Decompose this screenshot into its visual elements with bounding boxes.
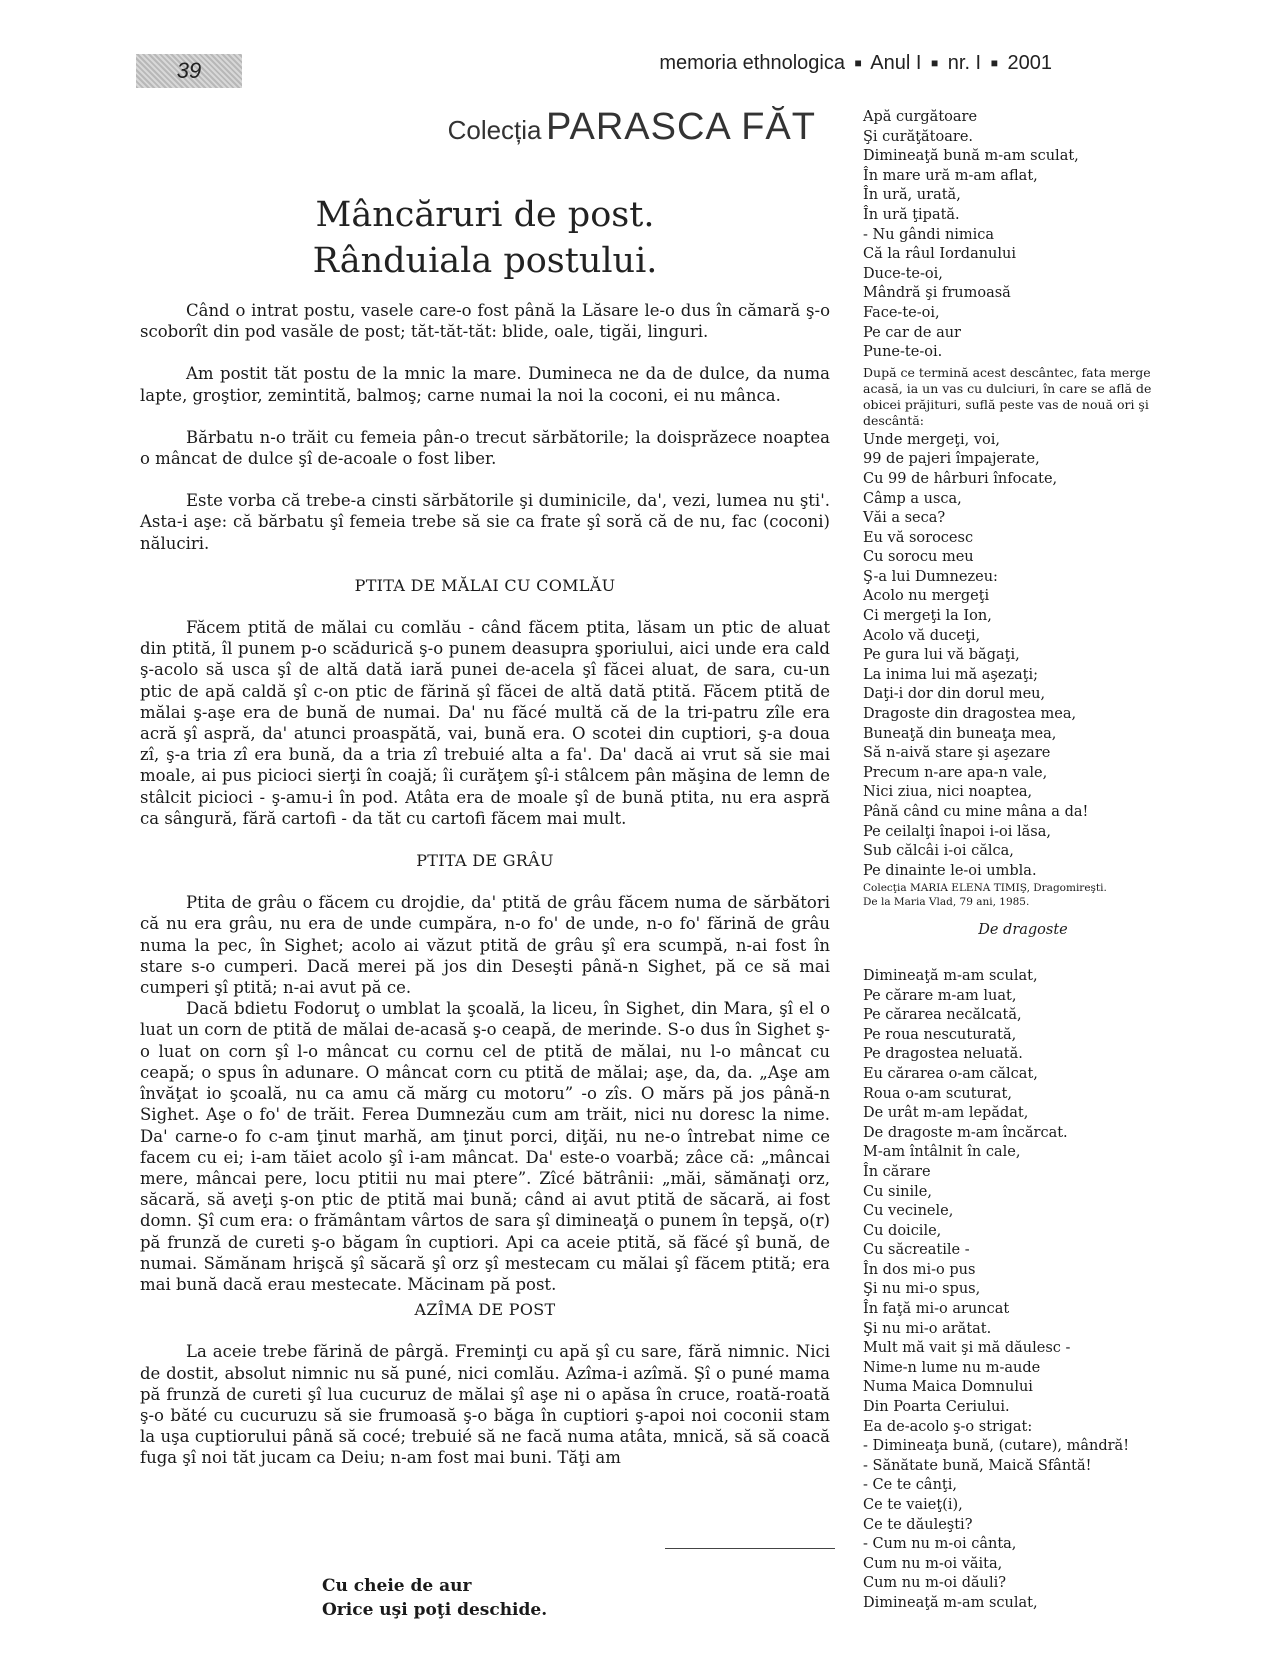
running-header — [659, 52, 1052, 75]
verse-line: Cum nu m-oi dăuli? — [863, 1575, 1007, 1592]
verse-line: 99 de pajeri împajerate, — [863, 451, 1040, 468]
verse-line: În mare ură m-am aflat, — [863, 167, 1038, 184]
right-column-poems — [863, 108, 1183, 1614]
verse-line: - Nu gândi nimica — [863, 226, 995, 243]
collection-name: PARASCA FĂT — [545, 106, 816, 148]
verse-line: Şi nu mi-o spus, — [863, 1281, 981, 1298]
verse-line: Pe dinainte le-oi umbla. — [863, 862, 1037, 879]
verse-line: Roua o-am scuturat, — [863, 1085, 1012, 1102]
intro-paragraph: Bărbatu n-o trăit cu femeia pân-o trecut sărbătorile; la doisprăzece noaptea o mâncat de dulce şî de-acoale o fost liber. — [140, 427, 830, 469]
journal-name: memoria ethnologica — [659, 52, 845, 74]
intro-paragraph: Este vorba că trebe-a cinsti sărbătorile şi duminicile, da', vezi, lumea nu şti'. Asta-i aşe: că bărbatu şî femeia trebe să sie ca frate şî soră că de nu, fac (coconi) năluciri. — [140, 491, 830, 553]
verse-line: - Sănătate bună, Maică Sfântă! — [863, 1457, 1092, 1474]
verse-line: Pe cărare m-am luat, — [863, 987, 1017, 1004]
verse-line: Pe gura lui vă băgaţi, — [863, 647, 1020, 664]
verse-line: Sub călcâi i-oi călca, — [863, 843, 1014, 860]
separator-icon: ■ — [990, 56, 998, 70]
verse-line: Pe roua nescuturată, — [863, 1026, 1017, 1043]
verse-line: Ş-a lui Dumnezeu: — [863, 568, 998, 585]
title-line-1: Mâncăruri de post. — [315, 195, 655, 235]
intro-paragraph: Am postit tăt postu de la mnic la mare. Dumineca ne da de dulce, da numa lapte, groştior, zemintită, balmoş; carne numai la noi la coconi, ei nu mânca. — [140, 364, 830, 405]
verse-line: Cum nu m-oi văita, — [863, 1555, 1003, 1572]
divider-rule — [665, 1548, 835, 1549]
separator-icon: ■ — [930, 56, 939, 70]
verse-line: Cu sinile, — [863, 1183, 932, 1200]
verse-line: Nime-n lume nu m-aude — [863, 1359, 1041, 1376]
verse-line: În cărare — [863, 1163, 931, 1180]
verse-line: În ură, urată, — [863, 187, 961, 204]
article-body — [140, 300, 830, 1469]
page-number: 39 — [136, 54, 242, 88]
verse-line: Dimineaţă bună m-am sculat, — [863, 148, 1079, 165]
proverb — [322, 1574, 547, 1622]
collection-title — [448, 106, 816, 149]
verse-line: Pe car de aur — [863, 324, 961, 341]
verse-line: Daţi-i dor din dorul meu, — [863, 686, 1046, 703]
verse-line: - Ce te cânţi, — [863, 1477, 957, 1494]
verse-line: Până când cu mine mâna a da! — [863, 804, 1089, 820]
verse-line: Din Poarta Ceriului. — [863, 1399, 1010, 1416]
verse-line: Unde mergeţi, voi, — [863, 431, 1001, 448]
verse-line: În ură ţipată. — [863, 206, 960, 223]
year-label: Anul I — [870, 52, 922, 74]
verse-line: În dos mi-o pus — [863, 1261, 976, 1278]
verse-line: Pe dragostea neluată. — [863, 1046, 1023, 1063]
verse-line: Nici ziua, nici noaptea, — [863, 784, 1033, 801]
verse-line: Ce te vaieţ(i), — [863, 1497, 963, 1513]
verse-line: La inima lui mă aşezaţi; — [863, 666, 1039, 683]
proverb-line-2: Orice uşi poţi deschide. — [322, 1600, 548, 1620]
incantation-lines-b — [863, 431, 1183, 882]
verse-line: Şi curăţătoare. — [863, 128, 974, 145]
poem-lines — [863, 967, 1183, 1614]
verse-line: Eu cărarea o-am călcat, — [863, 1065, 1038, 1082]
verse-line: Ce te dăuleşti? — [863, 1516, 973, 1533]
section-heading: PTITA DE MĂLAI CU COMLĂU — [354, 575, 616, 595]
incantation-lines-a — [863, 108, 1183, 363]
verse-line: Cu doicile, — [863, 1222, 942, 1239]
verse-line: Pe ceilalţi înapoi i-oi lăsa, — [863, 823, 1051, 840]
verse-line: Câmp a usca, — [863, 490, 962, 507]
verse-line: Numa Maica Domnului — [863, 1379, 1033, 1396]
section-paragraph: Dacă bdietu Fodoruţ o umblat la şcoală, la liceu, în Sighet, din Mara, şî el o luat un corn de ptită de mălai de-acasă ş-o ceapă, de merinde. S-o dus în Sighet ş-o luat on corn şî l-o mâncat cu cornu cel de ptită de mălai, nu l-o mâncat cu ceapă; o spus în adunare. O mâncat corn cu ptită de mălai; aşe, da, da. „Aşe am învăţat io şcoală, nu ca amu că mărg cu motoru” -o zîs. O mărs pă jos până-n Sighet. Aşe o fo' de trăit. Ferea Dumnezău cum am trăit, nici nu doresc la nime. Da' carne-o fo c-am ţinut marhă, am ţinut porci, diţăi, nu ne-o întrebat nime ce facem cu ei; i-am tăiet acolo şî i-am mâncat. Da' este-o voarbă; zâce că: „mâncai mere, mâncai pere, locu ptitii nu mai ptere”. Zîcé bătrânii: „măi, sămănaţi orz, săcară, să aveţi ş-on ptic de ptită mai bună; când ai avut ptită de săcară, ai fost domn. Şî cum era: o frământam vârtos de sara şî dimineaţă o punem în tepşă, o(r) pă frunză de cureti ş-o băgam în cuptiori. Api ca aceie ptită, să făcé şî bună, de numai. Sămănam hrişcă şî săcară şî orz şî mestecam cu mălai şî făcem ptită; era mai bună dacă erau mestecate. Măcinam pă post. — [140, 999, 830, 1294]
verse-line: Dimineaţă m-am sculat, — [863, 1594, 1038, 1611]
section-paragraph: Făcem ptită de mălai cu comlău - când făcem ptita, lăsam un ptic de aluat din ptită, îl punem p-o scădurică ş-o punem deasupra şporiului, aici unde era cald ş-acolo să usca şî de altă dată iară punei de-acela şî făcei aluat, de sara, cu-un ptic de apă caldă şî c-on ptic de fărină şî făcei de altă dată ptită. Făcem ptită de mălai ş-aşe era de bună de numai. Da' nu făcé multă că de la tri-patru zîle era acră şî aspră, da' atunci proaspătă, vai, bună era. O scotei din cuptiori, ş-a doua zî, ş-a tria zî era bună, da a tria zî trebuié alta a fa'. Da' dacă ai vrut să sie mai moale, ai pus picioci sierţi în coajă; îi curăţem şî-i stâlcem pân măşina de lemn de stâlcit picioci - ş-amu-i în pod. Atâta era de moale şî de bună ptita, nu era aspră ca sângură, fără cartofi - da tăt cu cartofi făcem mai mult. — [140, 618, 830, 828]
verse-line: Acolo nu mergeţi — [863, 588, 990, 605]
verse-line: Să n-aivă stare şi aşezare — [863, 745, 1051, 762]
verse-line: Cu sorocu meu — [863, 549, 974, 566]
verse-line: Pune-te-oi. — [863, 344, 943, 361]
verse-line: În faţă mi-o aruncat — [863, 1301, 1010, 1318]
article-title — [140, 192, 830, 284]
incantation-note: După ce termină acest descântec, fata merge acasă, ia un vas cu dulciuri, în care se află de obicei prăjituri, suflă peste vas de nouă ori şi descântă: — [863, 364, 1152, 428]
verse-line: Pe cărarea necălcată, — [863, 1007, 1022, 1024]
verse-line: Ea de-acolo ş-o strigat: — [863, 1418, 1033, 1435]
verse-line: Şi nu mi-o arătat. — [863, 1320, 992, 1337]
verse-line: Apă curgătoare — [863, 109, 978, 125]
proverb-line-1: Cu cheie de aur — [322, 1576, 472, 1596]
credit-line-2: De la Maria Vlad, 79 ani, 1985. — [863, 896, 1030, 909]
verse-line: Văi a seca? — [863, 510, 946, 527]
verse-line: Ci mergeţi la Ion, — [863, 608, 992, 625]
verse-line: Acolo vă duceţi, — [863, 627, 981, 644]
title-line-2: Rânduiala postului. — [312, 241, 658, 281]
collection-credit — [863, 881, 1183, 909]
issue-label: nr. I — [947, 52, 982, 74]
verse-line: Dragoste din dragostea mea, — [863, 706, 1077, 723]
verse-line: Dimineaţă m-am sculat, — [863, 967, 1038, 984]
section-paragraph: Ptita de grâu o făcem cu drojdie, da' ptită de grâu făcem numa de sărbători că nu era grâu, nu era de unde cumpăra, n-o fo' de unde, n-o fo' fărină de grâu numa la pec, în Sighet; acolo ai văzut ptită de grâu şî era scumpă, n-ai fost în stare s-o cumperi. Dacă merei pă jos din Deseşti până-n Sighet, pă ce să mai cumperi şî ptită; n-ai avut pă ce. — [140, 893, 830, 998]
poem-title: De dragoste — [978, 922, 1068, 939]
verse-line: - Dimineaţa bună, (cutare), mândră! — [863, 1438, 1130, 1455]
section-heading: PTITA DE GRÂU — [416, 851, 554, 871]
year: 2001 — [1007, 52, 1052, 74]
verse-line: Duce-te-oi, — [863, 265, 943, 282]
section-heading: AZÎMA DE POST — [414, 1300, 556, 1320]
verse-line: Mândră şi frumoasă — [863, 285, 1011, 302]
verse-line: - Cum nu m-oi cânta, — [863, 1536, 1017, 1553]
verse-line: Cu vecinele, — [863, 1203, 954, 1220]
verse-line: Cu săcreatile - — [863, 1242, 970, 1259]
section-paragraph: La aceie trebe fărină de pârgă. Freminţi cu apă şî cu sare, fără nimnic. Nici de dostit, absolut nimnic nu să puné, nici comlău. Azîma-i azîmă. Şî o puné mama pă frunză de cureti şî lua cucuruz de mălai şî aşe ni o apăsa în cruce, roată-roată ş-o băté cu cucuruzu să sie frumoasă ş-o băga în cuptiori ş-apoi noi coconii stam la uşa cuptiorului până să cocé; trebuié să ne facă numa atâta, mnică, să să coacă fuga şî noi tăt jucam ca Deiu; n-am fost mai buni. Tăţi am — [140, 1342, 830, 1468]
verse-line: Că la râul Iordanului — [863, 246, 1017, 263]
verse-line: Face-te-oi, — [863, 304, 940, 321]
verse-line: Precum n-are apa-n vale, — [863, 764, 1048, 781]
verse-line: Cu 99 de hârburi înfocate, — [863, 470, 1058, 487]
intro-paragraph: Când o intrat postu, vasele care-o fost până la Lăsare le-o dus în cămară ş-o scoborît din pod vasăle de post; tăt-tăt-tăt: blide, oale, tigăi, linguri. — [140, 301, 830, 342]
collection-prefix: Colecția — [447, 115, 542, 145]
verse-line: De urât m-am lepădat, — [863, 1105, 1029, 1122]
verse-line: Buneaţă din buneaţa mea, — [863, 725, 1057, 742]
separator-icon: ■ — [854, 56, 862, 70]
verse-line: Mult mă vait şi mă dăulesc - — [863, 1340, 1071, 1357]
verse-line: M-am întâlnit în cale, — [863, 1144, 1021, 1161]
verse-line: De dragoste m-am încărcat. — [863, 1124, 1068, 1141]
credit-line-1: Colecţia MARIA ELENA TIMIŞ, Dragomireşti. — [863, 882, 1107, 895]
verse-line: Eu vă sorocesc — [863, 529, 974, 546]
